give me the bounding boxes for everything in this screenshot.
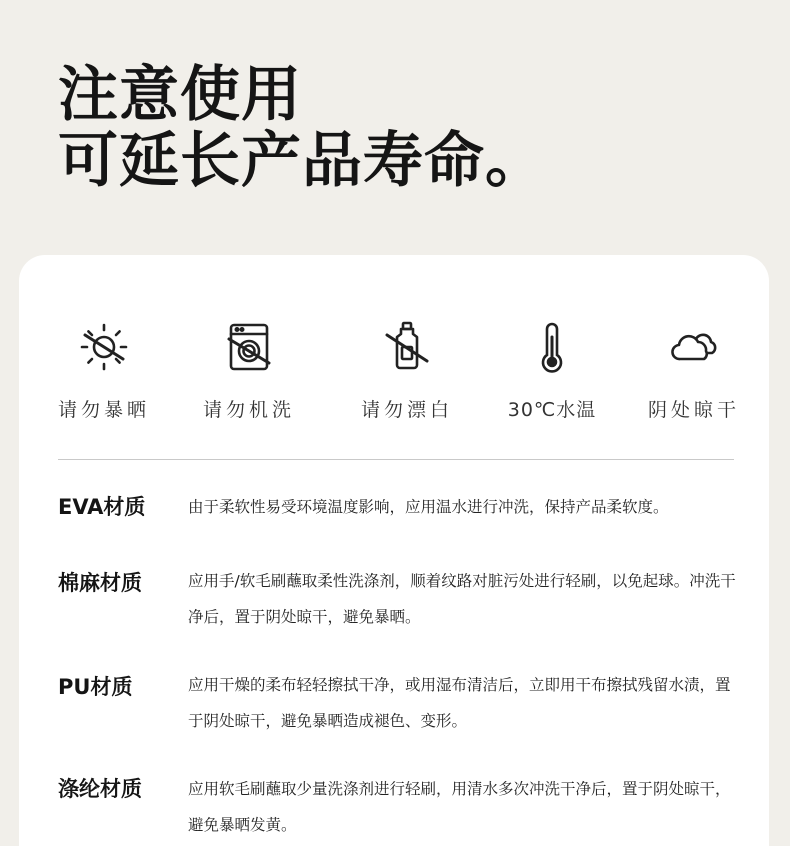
material-desc-eva: 由于柔软性易受环境温度影响，应用温水进行冲洗，保持产品柔软度。 [188,498,669,516]
material-desc-cotton-linen: 应用手/软毛刷蘸取柔性洗涤剂，顺着纹路对脏污处进行轻刷，以免起球。冲洗干净后，置于阴处晾干，避免暴晒。 [188,572,736,626]
care-item-no-machine-wash [174,319,324,422]
no-machine-wash-icon [221,319,277,375]
no-sun-exposure-icon [76,319,132,375]
care-item-water-temperature [477,319,627,422]
material-pu [58,673,738,753]
material-title-polyester: 涤纶材质 [58,777,142,801]
material-title-cotton-linen: 棉麻材质 [58,571,142,595]
material-cotton-linen [58,569,738,649]
divider [58,459,734,460]
cloud-icon [666,319,722,375]
headline-line-2: 可延长产品寿命。 [58,126,546,196]
material-desc-polyester: 应用软毛刷蘸取少量洗涤剂进行轻刷，用清水多次冲洗干净后，置于阴处晾干，避免暴晒发黄。 [188,780,731,834]
care-item-no-bleach [332,319,482,422]
material-desc-pu: 应用干燥的柔布轻轻擦拭干净，或用湿布清洁后，立即用干布擦拭残留水渍，置于阴处晾干，避免暴晒造成褪色、变形。 [188,676,731,730]
headline [58,62,546,194]
care-label-no-sun: 请勿暴晒 [57,399,150,421]
care-item-no-sun [29,319,179,422]
care-label-no-machine-wash: 请勿机洗 [202,399,295,421]
thermometer-icon [524,319,580,375]
material-title-eva: EVA材质 [58,495,146,519]
care-icons-row [19,319,769,439]
care-item-shade-dry [619,319,769,422]
care-instructions-card [19,255,769,846]
material-title-pu: PU材质 [58,675,133,699]
headline-line-1: 注意使用 [58,60,302,130]
care-label-water-temperature: 30℃水温 [507,399,597,421]
material-polyester [58,775,738,846]
material-eva [58,493,738,533]
care-label-no-bleach: 请勿漂白 [360,399,453,421]
care-label-shade-dry: 阴处晾干 [647,399,740,421]
no-bleach-icon [379,319,435,375]
